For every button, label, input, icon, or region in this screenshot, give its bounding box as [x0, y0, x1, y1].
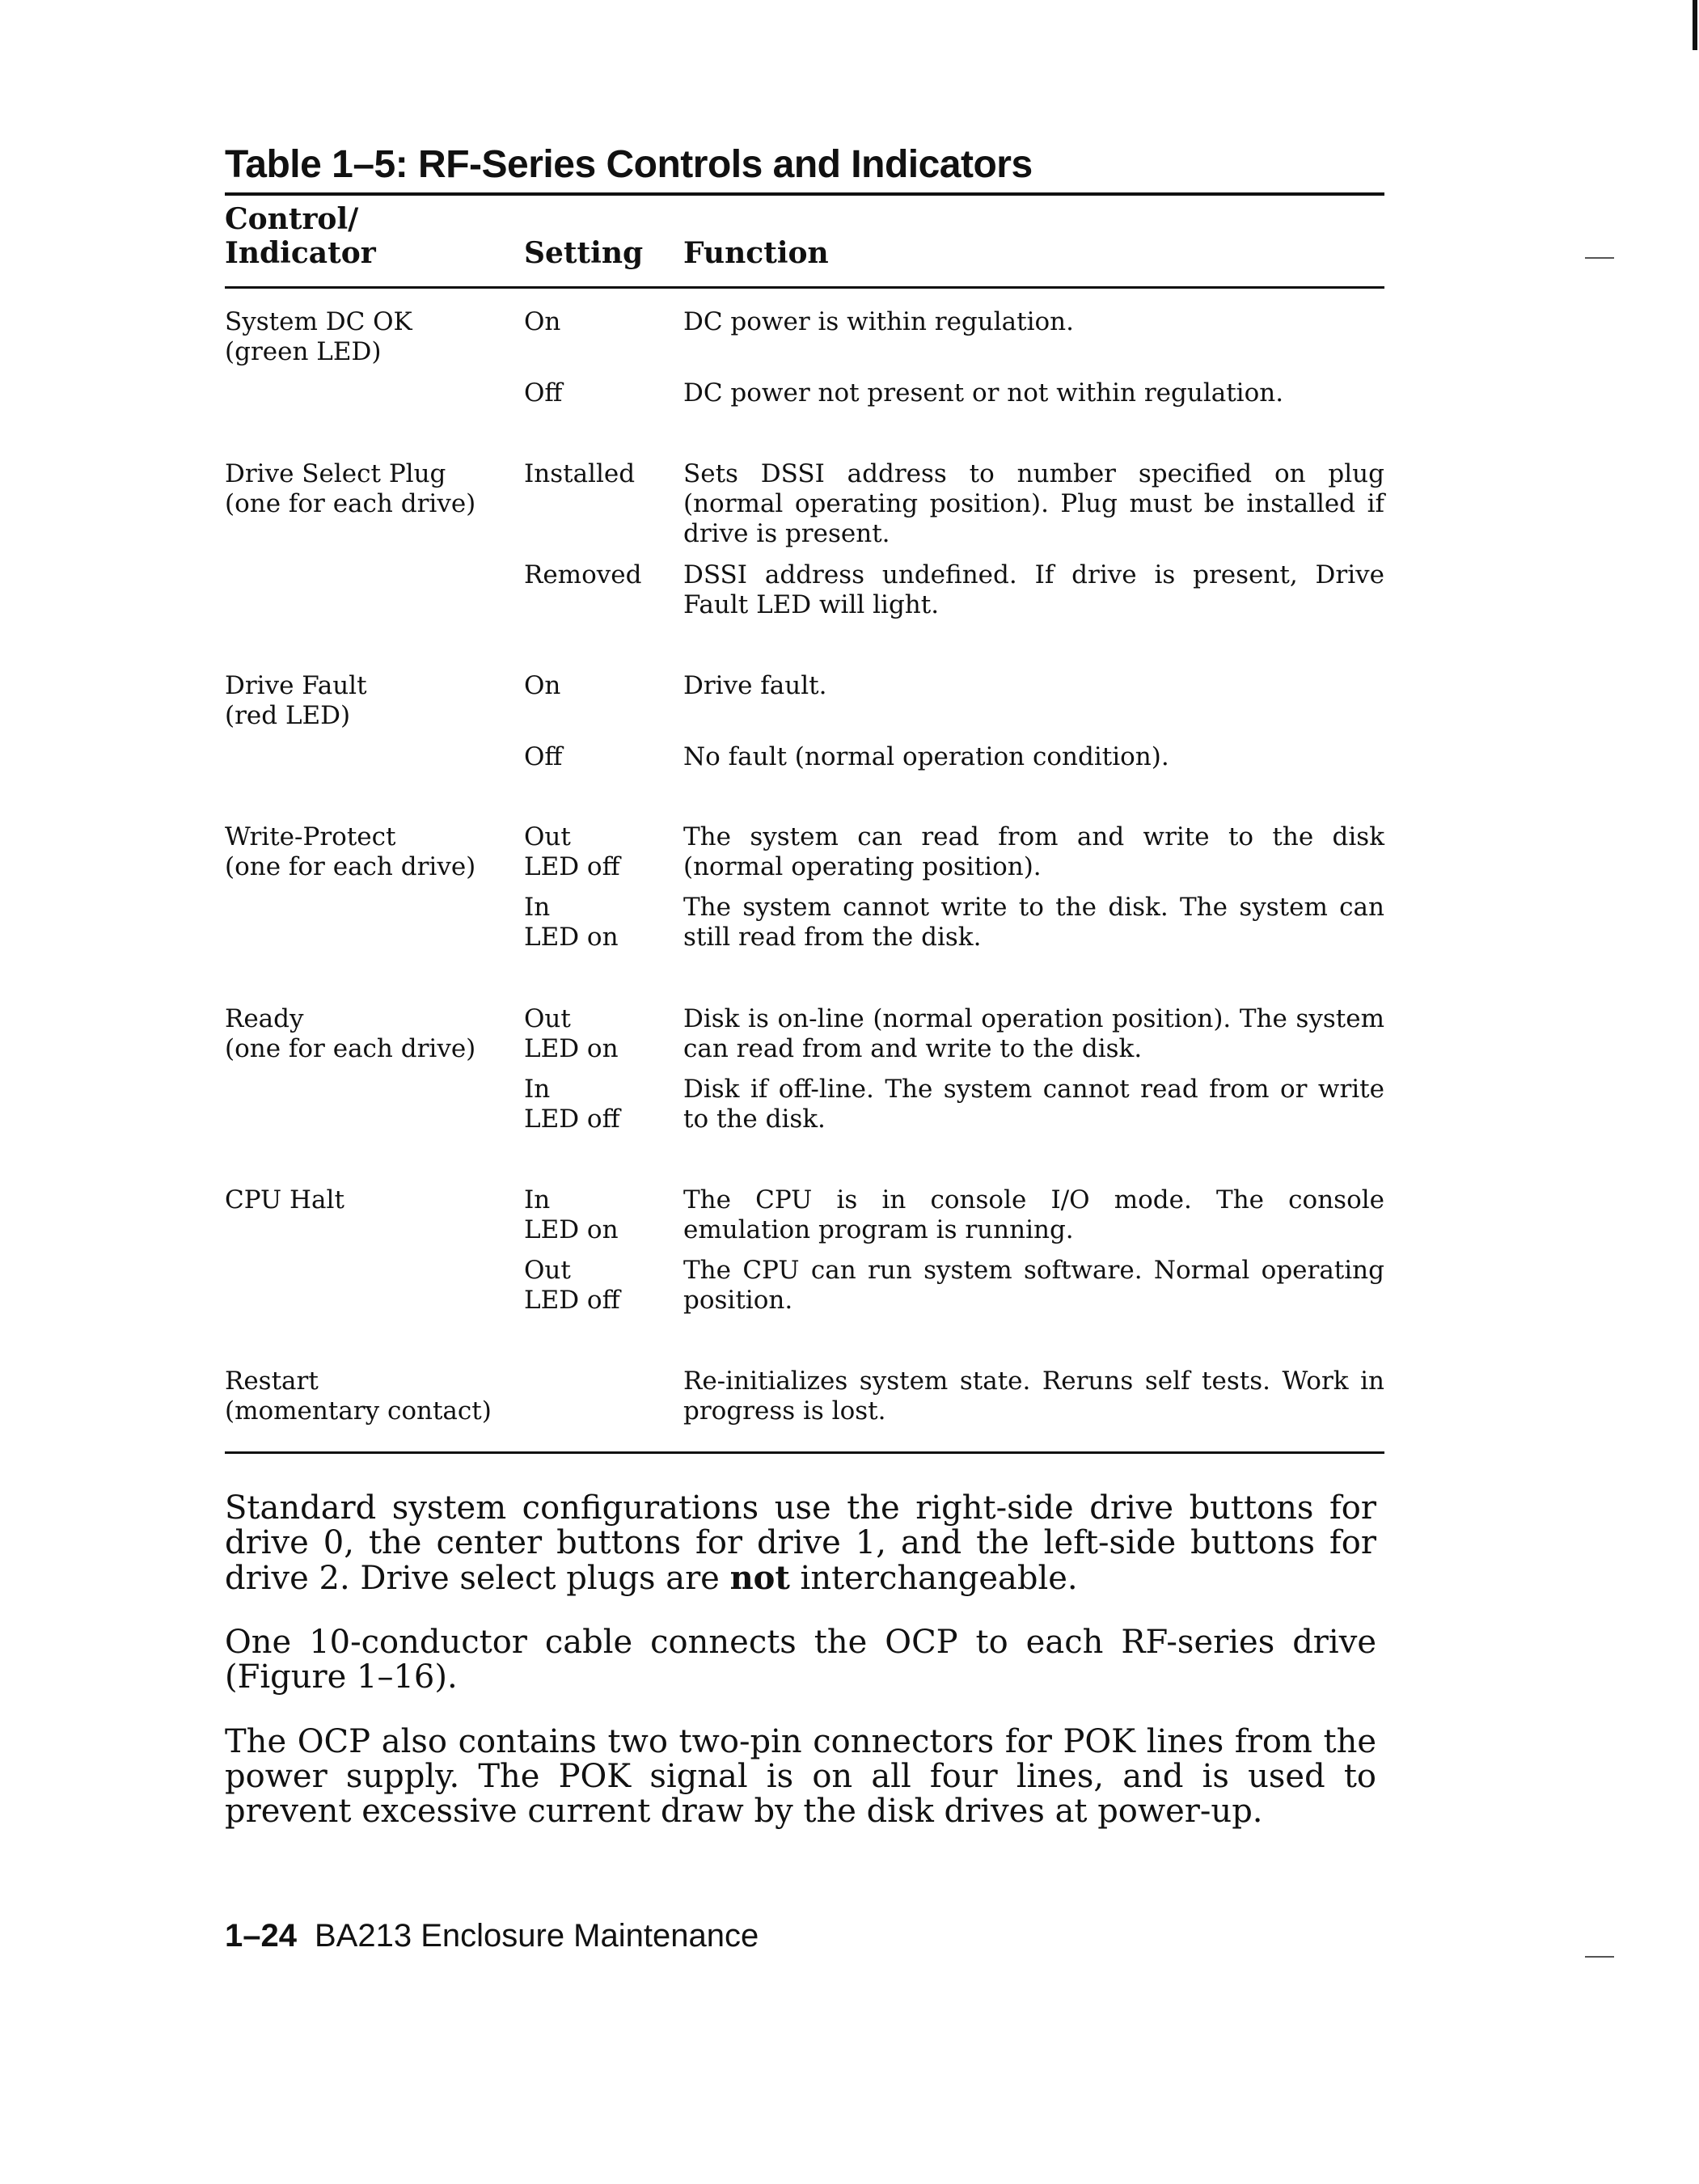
cell-control — [225, 459, 475, 519]
setting-line: LED off — [524, 1286, 620, 1315]
setting-line: Out — [524, 1256, 571, 1285]
cell-control — [225, 1185, 344, 1215]
table-title: Table 1–5: RF-Series Controls and Indicators — [225, 143, 1033, 186]
paragraph-emphasis: not — [729, 1559, 790, 1597]
cell-function: The CPU is in console I/O mode. The console emulation program is running. — [683, 1185, 1384, 1244]
cell-control — [225, 1004, 475, 1064]
setting-line: LED on — [524, 1215, 619, 1244]
paragraph-text: interchangeable. — [789, 1560, 1078, 1597]
cell-function: Sets DSSI address to number specified on plug (normal operating position). Plug must be installed if drive is present. — [683, 459, 1384, 548]
margin-tick — [1585, 257, 1614, 259]
cell-setting — [524, 742, 562, 772]
control-line: (red LED) — [225, 701, 351, 730]
cell-setting — [524, 1256, 620, 1316]
cell-control — [225, 671, 367, 731]
setting-line: Out — [524, 1004, 571, 1033]
setting-line: In — [524, 893, 551, 922]
setting-line: LED on — [524, 923, 619, 952]
page-edge-mark — [1693, 0, 1697, 50]
header-function: Function — [683, 236, 829, 270]
cell-function: Disk is on-line (normal operation position). The system can read from and write to the disk. — [683, 1004, 1384, 1063]
cell-setting — [524, 671, 560, 701]
cell-function: DSSI address undefined. If drive is present, Drive Fault LED will light. — [683, 560, 1384, 619]
control-line: (one for each drive) — [225, 852, 476, 881]
setting-line: LED on — [524, 1034, 619, 1063]
page-number: 1–24 — [225, 1918, 297, 1954]
setting-line: In — [524, 1075, 551, 1104]
setting-line: Removed — [524, 560, 642, 589]
control-line: Ready — [225, 1004, 304, 1033]
table-header-rule — [225, 286, 1384, 289]
cell-control — [225, 822, 475, 882]
control-line: (one for each drive) — [225, 489, 476, 518]
setting-line: Installed — [524, 459, 636, 488]
cell-setting — [524, 822, 620, 882]
cell-setting — [524, 1004, 619, 1064]
control-line: Drive Select Plug — [225, 459, 446, 488]
cell-setting — [524, 1185, 619, 1245]
header-control-line2: Indicator — [225, 236, 376, 270]
cell-control — [225, 307, 412, 367]
setting-line: On — [524, 307, 561, 336]
control-line: (green LED) — [225, 337, 382, 366]
control-line: (momentary contact) — [225, 1396, 492, 1426]
control-line: Restart — [225, 1367, 319, 1396]
paragraph-pok: The OCP also contains two two-pin connectors for POK lines from the power supply. The POK signal is on all four lines, and is used to prevent excessive current draw by the disk drives at power-up. — [225, 1723, 1376, 1830]
table-bottom-rule — [225, 1451, 1384, 1454]
paragraph-text: Standard system configurations use the right-side drive buttons for drive 0, the center buttons for drive 1, and the left-side buttons for drive 2. Drive select plugs are — [225, 1489, 1376, 1597]
cell-function: Disk if off-line. The system cannot read from or write to the disk. — [683, 1075, 1384, 1134]
header-setting: Setting — [524, 236, 644, 270]
cell-function: The system can read from and write to the disk (normal operating position). — [683, 822, 1384, 881]
header-control — [225, 202, 376, 270]
section-title: BA213 Enclosure Maintenance — [314, 1918, 759, 1954]
control-line: CPU Halt — [225, 1185, 344, 1215]
cell-function: No fault (normal operation condition). — [683, 742, 1169, 771]
cell-function: The system cannot write to the disk. The system can still read from the disk. — [683, 893, 1384, 952]
cell-setting — [524, 560, 641, 590]
setting-line: LED off — [524, 1105, 620, 1134]
setting-line: Out — [524, 822, 571, 851]
page-footer — [225, 1918, 759, 1954]
cell-setting — [524, 1075, 620, 1134]
control-line: Write-Protect — [225, 822, 396, 851]
setting-line: Off — [524, 378, 563, 408]
control-line: System DC OK — [225, 307, 412, 336]
cell-setting — [524, 307, 560, 337]
cell-function: Drive fault. — [683, 671, 827, 700]
cell-control — [225, 1367, 492, 1426]
cell-function: Re-initializes system state. Reruns self tests. Work in progress is lost. — [683, 1367, 1384, 1426]
cell-setting — [524, 378, 562, 408]
paragraph-cable: One 10-conductor cable connects the OCP to each RF-series drive (Figure 1–16). — [225, 1624, 1376, 1696]
table-top-rule — [225, 192, 1384, 196]
setting-line: LED off — [524, 852, 620, 881]
control-line: (one for each drive) — [225, 1034, 476, 1063]
cell-setting — [524, 893, 619, 953]
cell-setting — [524, 459, 635, 489]
setting-line: Off — [524, 742, 563, 771]
paragraph-drive-buttons — [225, 1491, 1376, 1596]
cell-function: DC power is within regulation. — [683, 307, 1074, 336]
cell-function: The CPU can run system software. Normal operating position. — [683, 1256, 1384, 1315]
cell-function: DC power not present or not within regulation. — [683, 378, 1284, 408]
header-control-line1: Control/ — [225, 202, 359, 236]
setting-line: On — [524, 671, 561, 700]
margin-tick — [1585, 1956, 1614, 1958]
control-line: Drive Fault — [225, 671, 367, 700]
setting-line: In — [524, 1185, 551, 1215]
